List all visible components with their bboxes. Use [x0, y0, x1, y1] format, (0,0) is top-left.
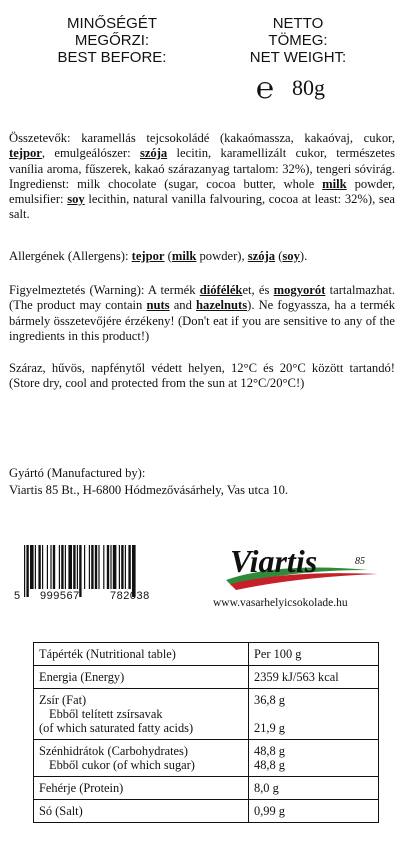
ingredients-text	[9, 131, 395, 223]
logo-wordmark: Viartis	[230, 543, 318, 579]
barcode-bar	[84, 545, 85, 589]
barcode-bar	[50, 545, 51, 589]
table-row	[34, 643, 379, 666]
table-row	[34, 666, 379, 689]
allergens-part: ).	[299, 249, 308, 263]
barcode-bar	[26, 545, 28, 597]
carbs-cell	[34, 740, 249, 777]
warning-part: tartalmazhat. (The product may contain	[9, 283, 395, 313]
barcode-bar	[47, 545, 48, 589]
allergen-highlight: szója	[139, 146, 168, 161]
barcode-bar	[77, 545, 78, 589]
barcode-bar	[125, 545, 126, 589]
barcode-bar	[110, 545, 111, 589]
fat-values	[249, 689, 379, 740]
allergens-part: (	[164, 249, 172, 263]
fat-cell	[34, 689, 249, 740]
best-before-label	[42, 15, 182, 66]
barcode-bar	[119, 545, 120, 589]
fat-label: Zsír (Fat)	[39, 693, 87, 707]
allergen-highlight: soy	[67, 192, 85, 207]
allergens-part: (	[275, 249, 283, 263]
barcode-right-digits: 782038	[110, 590, 150, 602]
table-row	[34, 740, 379, 777]
website-url: www.vasarhelyicsokolade.hu	[213, 597, 348, 609]
manufacturer-address: Viartis 85 Bt., H-6800 Hódmezővásárhely, Vas utca 10.	[9, 483, 289, 497]
barcode-bar	[24, 545, 25, 597]
best-before-line-1: MINŐSÉGÉT	[66, 15, 157, 32]
barcode-bar	[61, 545, 63, 589]
barcode-bar	[38, 545, 40, 589]
energy-value: 2359 kJ/563 kcal	[249, 666, 379, 689]
estimated-sign-icon: ℮	[256, 72, 275, 105]
energy-label: Energia (Energy)	[34, 666, 249, 689]
table-row	[34, 777, 379, 800]
best-before-line-2: MEGŐRZI:	[74, 32, 150, 49]
table-row	[34, 689, 379, 740]
fat-value: 36,8 g	[254, 693, 285, 707]
barcode-bar	[42, 545, 43, 589]
warning-part: ). Ne fogyassza, ha a termék bármely összetevőjére érzékeny! (Don't eat if you are sensitive to any of the ingredients in this product!)	[9, 298, 396, 343]
carbs-label: Szénhidrátok (Carbohydrates)	[39, 744, 188, 758]
carbs-value: 48,8 g	[254, 744, 285, 758]
allergen-highlight: milk	[171, 249, 197, 263]
barcode-bar	[98, 545, 99, 589]
net-weight-line-3: NET WEIGHT:	[249, 49, 347, 66]
sugar-value: 48,8 g	[254, 758, 285, 772]
warning-part: and	[169, 298, 197, 313]
allergen-highlight: szója	[247, 249, 276, 263]
ingredients-part: , emulgeálószer:	[41, 146, 140, 161]
barcode-bar	[91, 545, 93, 589]
warning-part: Figyelmeztetés (Warning): A termék	[9, 283, 200, 297]
protein-label: Fehérje (Protein)	[34, 777, 249, 800]
barcode-bar	[121, 545, 123, 589]
barcode-bar	[73, 545, 75, 589]
saturated-label-en: (of which saturated fatty acids)	[39, 721, 194, 735]
warning-text	[9, 283, 395, 344]
allergen-highlight: tejpor	[131, 249, 165, 263]
ingredients-part: powder, emulsifier:	[9, 176, 395, 207]
nutrition-header-value: Per 100 g	[249, 643, 379, 666]
manufacturer-label: Gyártó (Manufactured by):	[9, 466, 146, 480]
protein-value: 8,0 g	[249, 777, 379, 800]
barcode-first-digit: 5	[14, 590, 21, 602]
ingredients-part: lecitin, karamellizált cukor, természetes vanília aroma, fűszerek, kakaó szárazanyag tartalom: 32%), tengeri sóvirág. Ingredienst: milk chocolate (sugar, cocoa butter, whole	[9, 146, 395, 191]
storage-text: Száraz, hűvös, napfénytől védett helyen, 12°C és 20°C között tartandó! (Store dry, cool and protected from the sun at 12°C/20°C!)	[9, 361, 395, 391]
barcode-bar	[103, 545, 104, 589]
warning-part: et, és	[242, 283, 274, 297]
barcode-bar	[128, 545, 130, 589]
allergen-highlight: milk	[322, 176, 347, 191]
barcode-bar	[113, 545, 117, 589]
viartis-logo	[218, 540, 388, 595]
allergen-highlight: mogyorót	[273, 283, 326, 297]
allergens-part: Allergének (Allergens):	[9, 249, 132, 263]
barcode-left-digits: 999567	[40, 590, 80, 602]
barcode-bar	[65, 545, 66, 589]
barcode-bar	[107, 545, 109, 589]
carbs-values	[249, 740, 379, 777]
barcode-bar	[53, 545, 55, 589]
allergens-text	[9, 249, 395, 264]
nutrition-table	[33, 642, 379, 823]
allergen-highlight: tejpor	[9, 146, 42, 161]
ingredients-part: lecithin, natural vanilla falvouring, cocoa at least: 32%), sea salt.	[9, 192, 395, 222]
allergen-highlight: soy	[282, 249, 300, 263]
net-weight-label	[238, 15, 358, 66]
barcode-bar	[30, 545, 34, 589]
logo-suffix: 85	[355, 556, 365, 567]
nutrition-header-label: Tápérték (Nutritional table)	[34, 643, 249, 666]
saturated-label-hu: Ebből telített zsírsavak	[49, 707, 163, 721]
sugar-label: Ebből cukor (of which sugar)	[49, 758, 195, 772]
net-weight-line-1: NETTO	[272, 15, 324, 32]
table-row	[34, 800, 379, 823]
allergens-part: powder),	[196, 249, 248, 263]
barcode-bar	[68, 545, 72, 589]
ingredients-part: Összetevők: karamellás tejcsokoládé (kakaómassza, kakaóvaj, cukor,	[9, 131, 395, 145]
net-weight-value: 80g	[292, 75, 325, 100]
salt-label: Só (Salt)	[34, 800, 249, 823]
allergen-highlight: hazelnuts	[196, 298, 248, 313]
barcode-bar	[89, 545, 90, 589]
barcode-bar	[35, 545, 36, 589]
salt-value: 0,99 g	[249, 800, 379, 823]
barcode-bar	[59, 545, 60, 589]
best-before-line-3: BEST BEFORE:	[57, 49, 167, 66]
saturated-value: 21,9 g	[254, 721, 285, 735]
net-weight-line-2: TÖMEG:	[268, 32, 328, 49]
allergen-highlight: diófélék	[199, 283, 243, 297]
barcode-bar	[95, 545, 97, 589]
allergen-highlight: nuts	[146, 298, 170, 313]
